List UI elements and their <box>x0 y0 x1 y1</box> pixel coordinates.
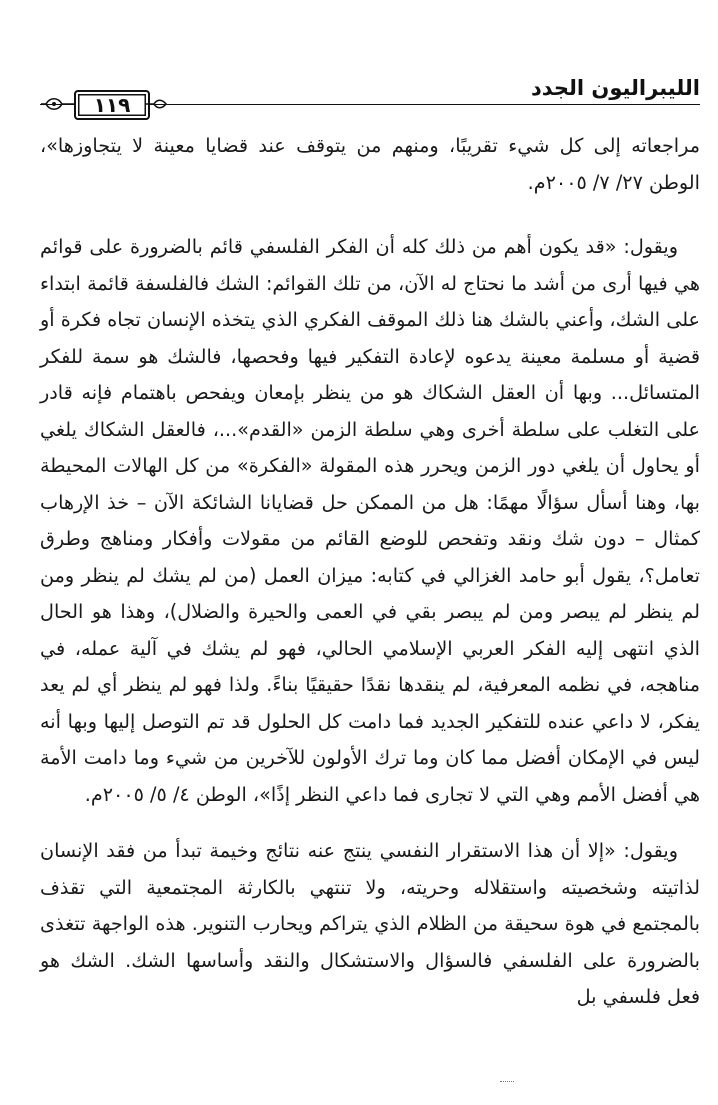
running-header <box>40 62 700 124</box>
book-page <box>40 62 700 1082</box>
page-number: ١١٩ <box>74 90 150 120</box>
running-title: الليبراليون الجدد <box>530 76 700 100</box>
paragraph-continuation: مراجعاته إلى كل شيء تقريبًا، ومنهم من يتوقف عند قضايا معينة لا يتجاوزها»، الوطن ٢٧/ ٧/ ٢٠٠٥م. <box>40 134 700 194</box>
right-ornament-icon <box>146 93 170 115</box>
footer-mark <box>500 1075 514 1082</box>
left-ornament-icon <box>40 93 78 115</box>
paragraph-quote-stability: ويقول: «إلا أن هذا الاستقرار النفسي ينتج عنه نتائج وخيمة تبدأ من فقد الإنسان لذاتيته وشخصيته واستقلاله وحريته، ولا تنتهي بالكارثة المجتمعية التي تقذف بالمجتمع في هوة سحيقة من الظلام الذي يتراكم ويحارب التنوير. هذه الواجهة تتغذى بالضرورة على الفلسفي فالسؤال والاستشكال والنقد وأساسها الشك. الشك هو فعل فلسفي بل <box>40 839 700 1008</box>
page-body <box>40 128 700 1016</box>
paragraph-quote-doubt: ويقول: «قد يكون أهم من ذلك كله أن الفكر الفلسفي قائم بالضرورة على قوائم هي فيها أرى من أشد ما نحتاج له الآن، من تلك القوائم: الشك فالفلسفة قائمة ابتداء على الشك، وأعني بالشك هنا ذلك الموقف الفكري الذي يتخذه الإنسان تجاه فكرة أو قضية أو مسلمة معينة يدعوه لإعادة التفكير فيها وفحصها، فالشك هو سمة للفكر المتسائل... وبها أن العقل الشكاك هو من ينظر بإمعان ويفحص باهتمام فإنه قادر على التغلب على سلطة أخرى وهي سلطة الزمن «القدم»...، فالعقل الشكاك يلغي أو يحاول أن يلغي دور الزمن ويحرر هذه المقولة «الفكرة» من كل الهالات المحيطة بها، وهنا أسأل سؤالًا مهمًا: هل من الممكن حل قضايانا الشائكة الآن – خذ الإرهاب كمثال – دون شك ونقد وتفحص للوضع القائم من مقولات وأفكار ومناهج وطرق تعامل؟، يقول أبو حامد الغزالي في كتابه: ميزان العمل (من لم يشك لم ينظر ومن لم ينظر لم يبصر ومن لم يبصر بقي في العمى والحيرة والضلال)، وهذا هو الحال الذي انتهى إليه الفكر العربي الإسلامي الحالي، فهو لم يشك في آلية عمله، في مناهجه، في نظمه المعرفية، لم ينقدها نقدًا حقيقيًا بناءً. ولذا فهو لم ينظر أي لم يعد يفكر، لا داعي عنده للتفكير الجديد فما دامت كل الحلول قد تم التوصل إليها وبها أنه ليس في الإمكان أفضل مما كان وما ترك الأولون للآخرين من شيء وما دامت الأمة هي أفضل الأمم وهي التي لا تجارى فما داعي النظر إذًا»، الوطن ٤/ ٥/ ٢٠٠٥م. <box>40 235 700 806</box>
